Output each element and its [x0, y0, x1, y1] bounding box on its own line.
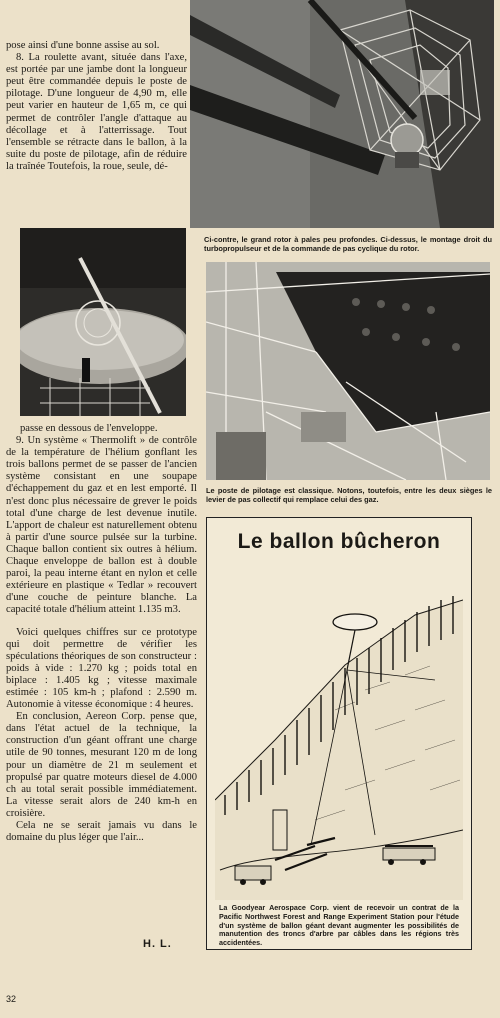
paragraph: En conclusion, Aereon Corp. pense que, dans l'état actuel de la technique, la construction d'un géant offrant une charge utile de 90 tonnes, mesurant 120 m de long pour un diamètre de 21 m seulement et propulsé par quatre moteurs diesel de 4.000 ch au total serait possible immédiatement. La vitesse serait alors de 240 km-h en croisière. — [6, 711, 197, 819]
paragraph: Cela ne se serait jamais vu dans le domaine du plus léger que l'air... — [6, 820, 197, 844]
paragraph: Voici quelques chiffres sur ce prototype qui doit permettre de vérifier les spéculations théoriques de son constructeur : poids à vide : 1.270 kg ; poids total en biplace : 1.405 kg ; vitesse maximale estimée : 105 km-h ; plafond : 2.590 m. Autonomie à vitesse économique : 4 heures. — [6, 626, 197, 711]
sidebar-title: Le ballon bûcheron — [237, 530, 441, 553]
paragraph: 9. Un système « Thermolift » de contrôle de la température de l'hélium gonflant les trois ballons permet de se passer de l'ancien système consistant en une soupape d'échappement du gaz et en lest emporté. Il n'est donc plus nécessaire de grever le poids total d'une charge de lest devenue inutile. L'apport de chaleur est naturellement obtenu à partir d'une source pulsée sur la turbine. Chaque ballon contient six outres à hélium. Chaque enveloppe de ballon est à double paroi, la peau interne étant en nylon et celle extérieure en plastique « Tedlar » recouvert d'une couche de peinture blanche. La capacité totale d'hélium atteint 1.135 m3. — [6, 435, 197, 616]
caption-rotor: Ci-contre, le grand rotor à pales peu profondes. Ci-dessus, le montage droit du turbopropulseur et de la commande de pas cyclique du rotor. — [204, 235, 492, 253]
article-column-top — [6, 40, 187, 173]
photo-cockpit — [206, 262, 490, 480]
paragraph: pose ainsi d'une bonne assise au sol. — [6, 40, 160, 51]
sidebar-box — [206, 517, 472, 950]
article-column-bottom — [6, 423, 197, 844]
page-number: 32 — [6, 994, 17, 1004]
photo-balloon-hangar — [20, 228, 186, 416]
illustration-balloon-logging — [215, 570, 463, 910]
caption-cockpit: Le poste de pilotage est classique. Notons, toutefois, entre les deux sièges le levier de pas collectif qui remplace celui des gaz. — [206, 486, 492, 504]
author-signature: H. L. — [143, 938, 172, 950]
paragraph: 8. La roulette avant, située dans l'axe, est portée par une jambe dont la longueur peut être commandée depuis le poste de pilotage. D'une longueur de 4,90 m, elle peut varier en hauteur de 1,65 m, ce qui permet de contrôler l'angle d'attaque au décollage et à l'atterrissage. Tout l'ensemble se rétracte dans le ballon, à la suite du poste de pilotage, afin de réduire la traînée Toutefois, la roue, seule, dé- — [6, 52, 187, 172]
photo-rotor-mount — [190, 0, 494, 228]
sidebar-caption: La Goodyear Aerospace Corp. vient de recevoir un contrat de la Pacific Northwest Forest and Range Experiment Station pour l'étude d'un système de ballon géant devant augmenter les possibilités de manutention des troncs d'arbre par câbles dans les régions très accidentées. — [219, 903, 459, 948]
paragraph: passe en dessous de l'enveloppe. — [20, 423, 158, 434]
